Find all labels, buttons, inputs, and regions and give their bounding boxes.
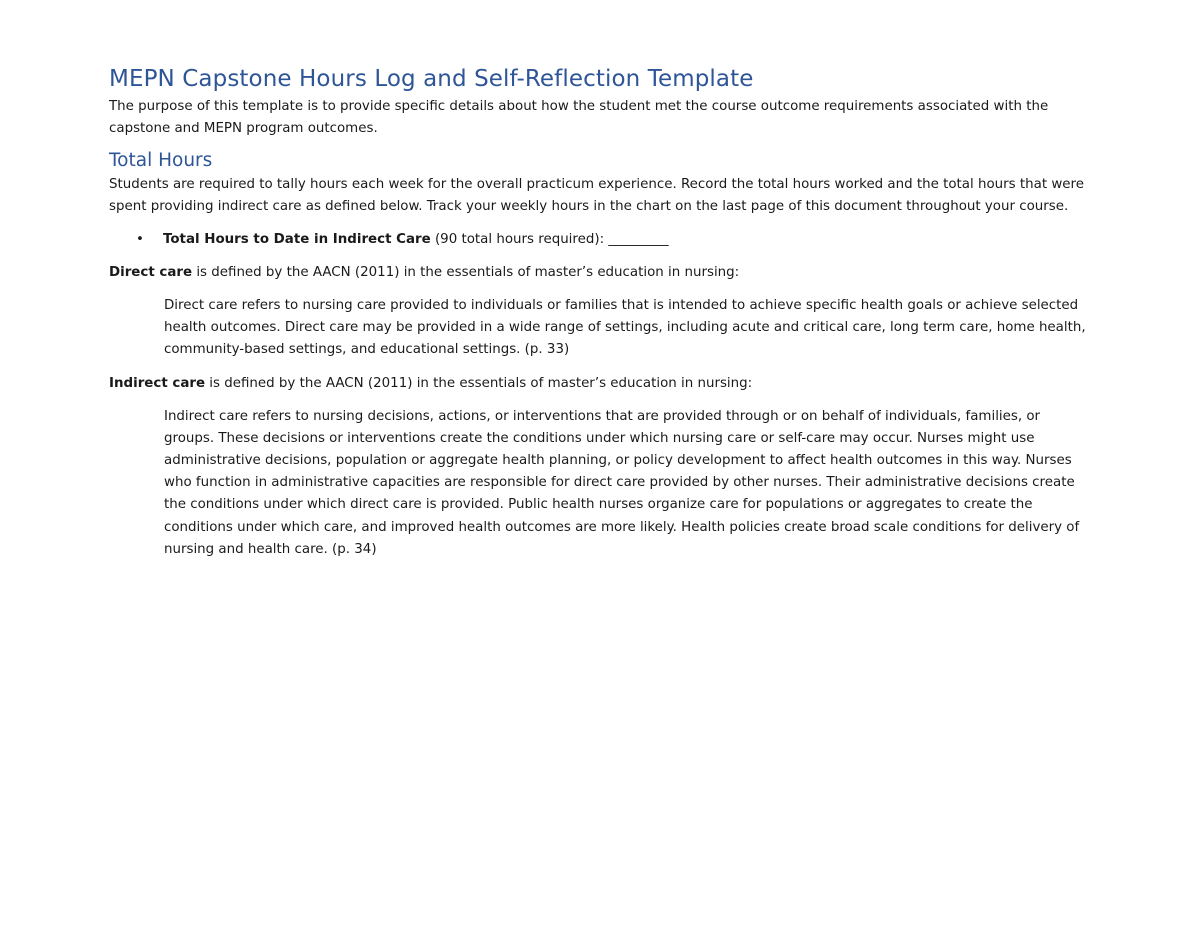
intro-paragraph: The purpose of this template is to provide specific details about how the student met the course outcome requirements associated with the capstone and MEPN program outcomes. <box>109 99 1049 136</box>
total-hours-paragraph: Students are required to tally hours each week for the overall practicum experience. Record the total hours worked and the total hours that were spent providing indirect care as defined below. Track your weekly hours in the chart on the last page of this document throughout your course. <box>109 177 1084 214</box>
direct-care-lead: is defined by the AACN (2011) in the essentials of master’s education in nursing: <box>192 265 740 280</box>
indirect-care-definition-line <box>109 373 1094 395</box>
bullet-icon: • <box>136 232 144 247</box>
indirect-care-quote: Indirect care refers to nursing decisions, actions, or interventions that are provided through or on behalf of individuals, families, or groups. These decisions or interventions create the conditions under which nursing care or self-care may occur. Nurses might use administrative decisions, population or aggregate health planning, or policy development to affect health outcomes in this way. Nurses who function in administrative capacities are responsible for direct care provided by other nurses. Their administrative decisions create the conditions under which direct care is provided. Public health nurses organize care for populations or aggregates to create the conditions under which care, and improved health outcomes are more likely. Health policies create broad scale conditions for delivery of nursing and health care. (p. 34) <box>164 408 1080 557</box>
indirect-care-lead: is defined by the AACN (2011) in the essentials of master’s education in nursing: <box>205 375 753 391</box>
document-page <box>109 62 1094 561</box>
direct-care-term: Direct care <box>109 265 193 280</box>
direct-care-quote: Direct care refers to nursing care provided to individuals or families that is intended to achieve specific health goals or achieve selected health outcomes. Direct care may be provided in a wide range of settings, including acute and critical care, long term care, home health, community-based settings, and educational settings. (p. 33) <box>164 298 1086 358</box>
indirect-hours-requirement: (90 total hours required): _________ <box>430 232 669 247</box>
list-item <box>136 229 1094 251</box>
direct-care-definition-line <box>109 262 1094 284</box>
document-title: MEPN Capstone Hours Log and Self-Reflection Template <box>109 66 754 92</box>
total-hours-bullet-list <box>109 229 1094 251</box>
indirect-care-term: Indirect care <box>109 375 206 391</box>
indirect-hours-label: Total Hours to Date in Indirect Care <box>163 232 431 247</box>
total-hours-heading: Total Hours <box>109 150 213 171</box>
